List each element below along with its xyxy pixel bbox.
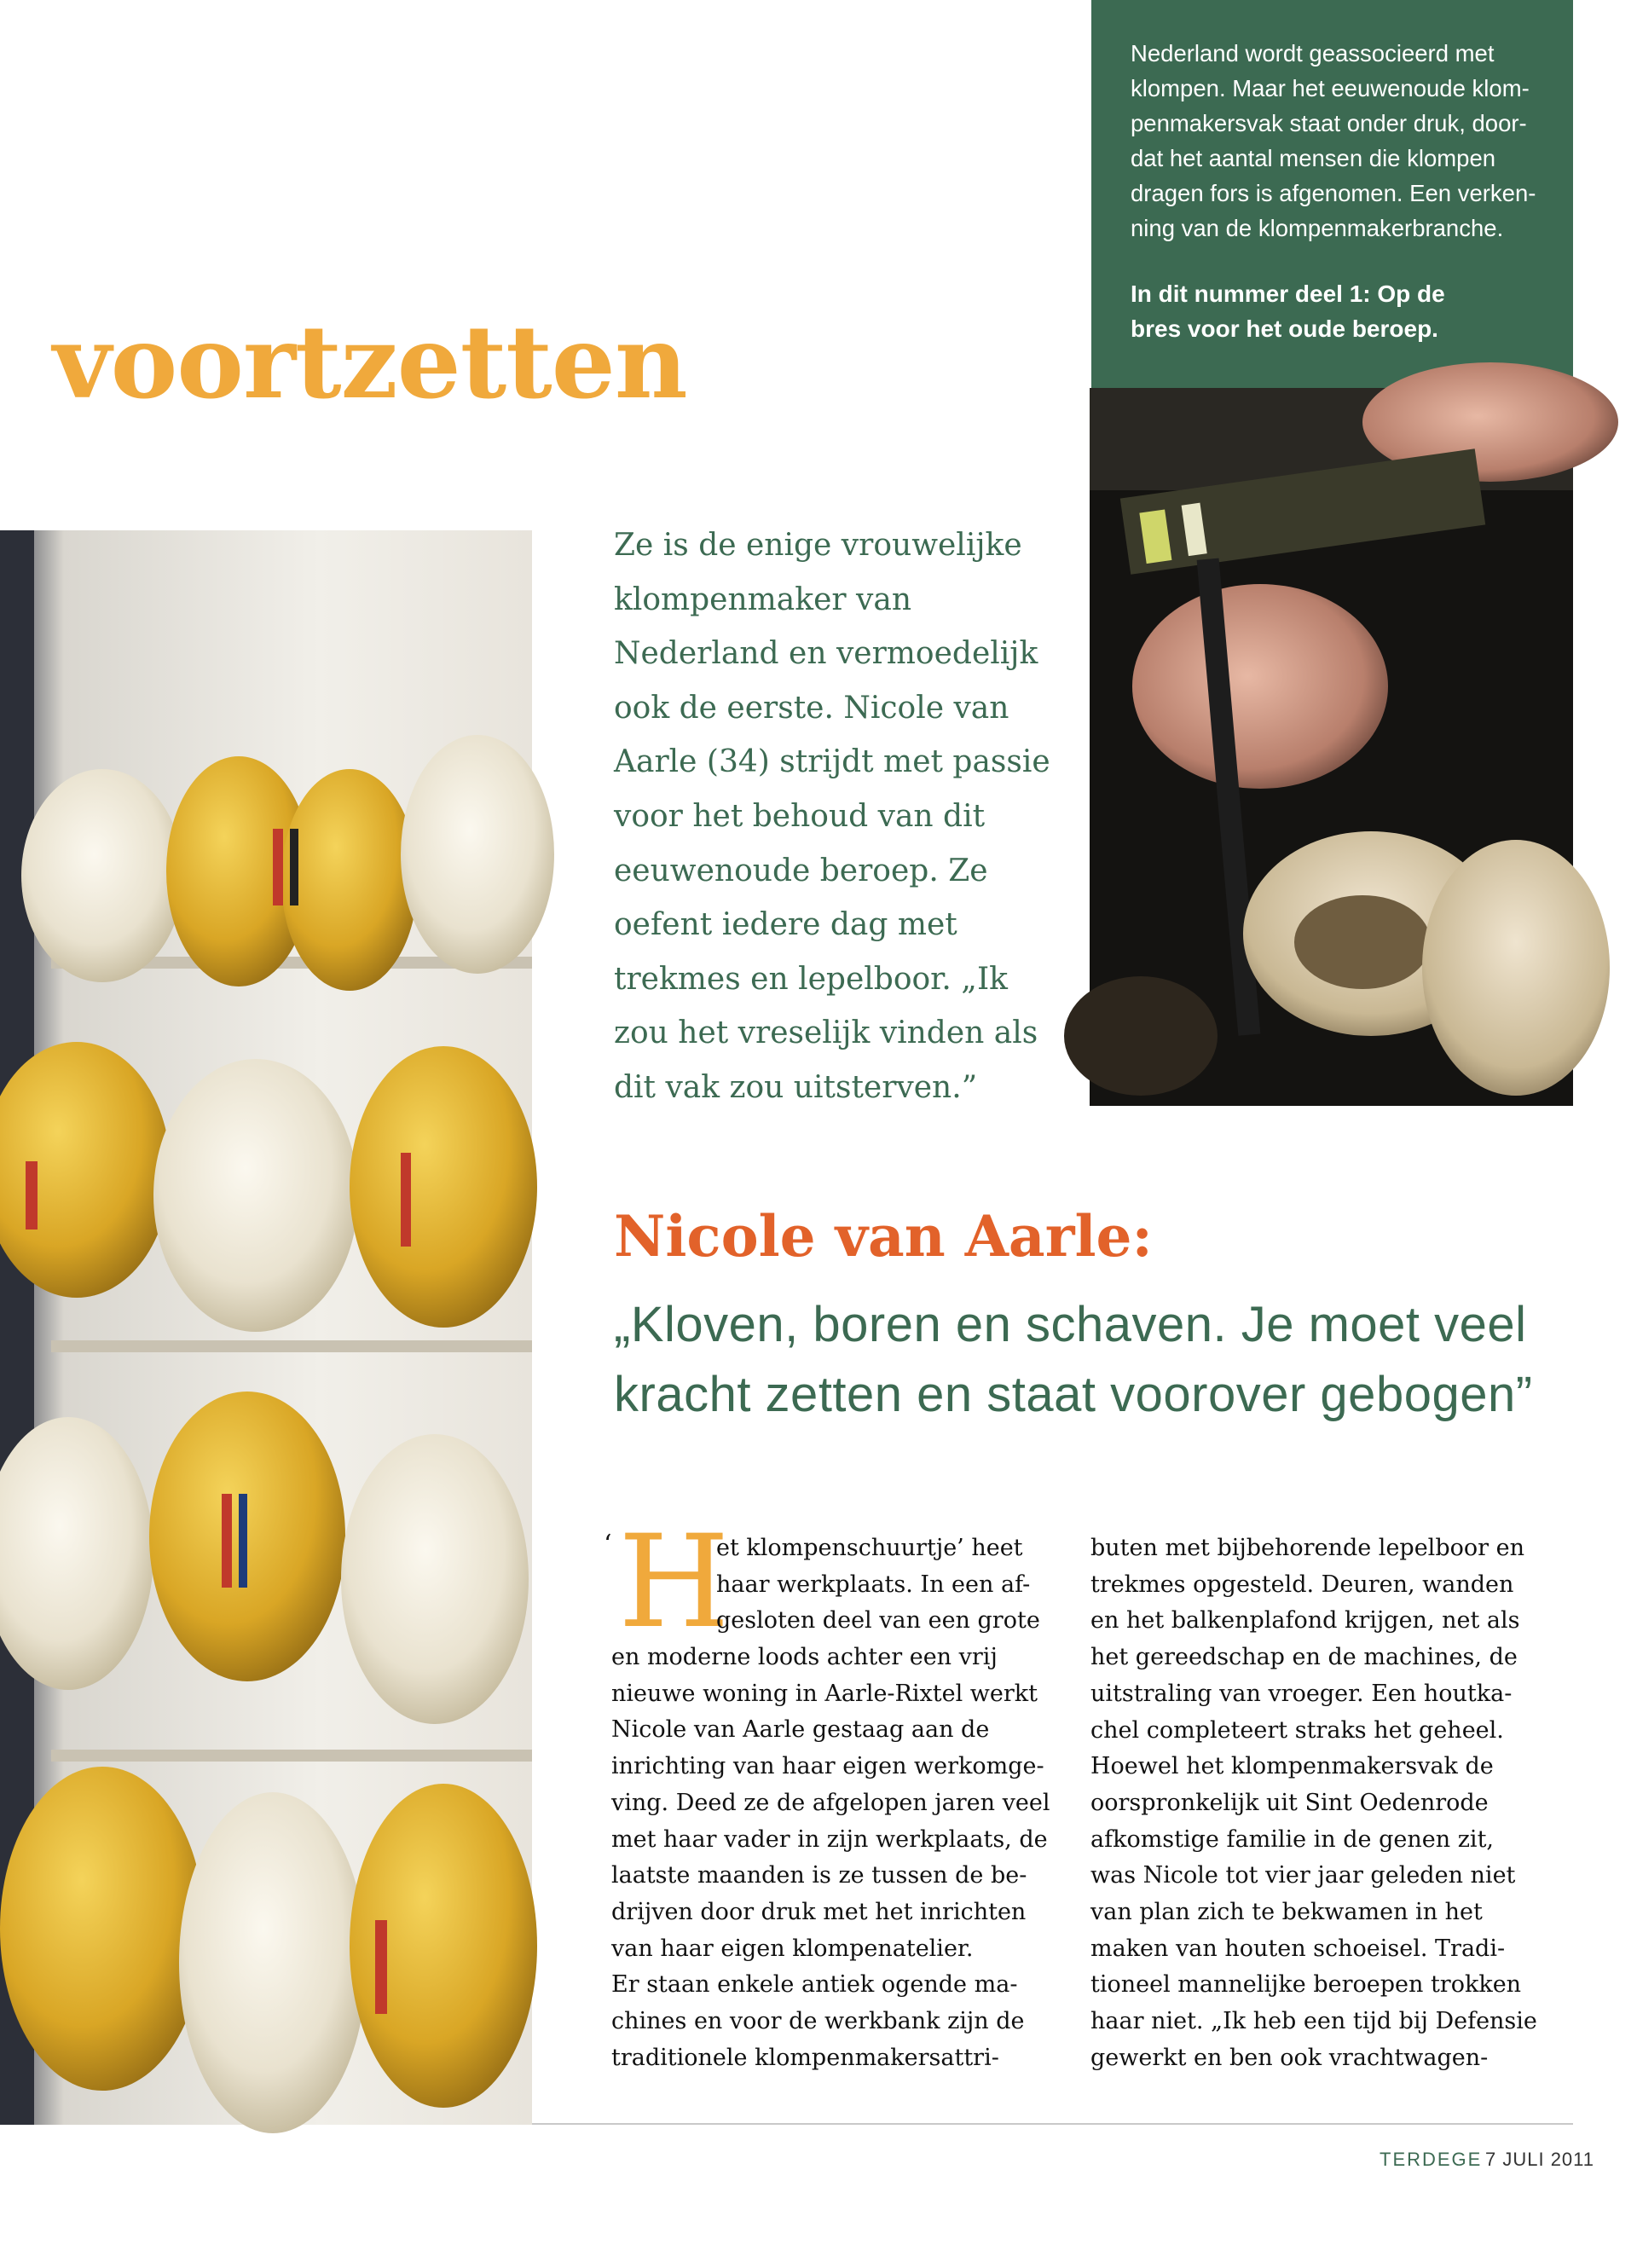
issue-date: 7 JULI 2011 — [1485, 2149, 1595, 2170]
lede-paragraph: Ze is de enige vrouwelijke klompenmaker van Nederland en vermoedelijk ook de eerste. Nicole van Aarle (34) strijdt met passie voor het behoud van dit eeuwenoude beroep. Ze oefent iedere dag met trekmes en lepelboor. „Ik zou het vreselijk vinden als dit vak zou uitsterven.” — [614, 528, 1050, 1105]
body-column-2: buten met bijbehorende lepelboor en trekmes opgesteld. Deuren, wanden en het balkenplafond krijgen, net als het gereedschap en de machines, de uitstraling van vroeger. Een houtka- chel completeert straks het geheel. Hoewel het klompenmakersvak de oorspronkelijk uit Sint Oedenrode afkomstige familie in de genen zit, was Nicole tot vier jaar geleden niet van plan zich te bekwamen in het maken van houten schoeisel. Tradi- tioneel mannelijke beroepen trokken haar niet. „Ik heb een tijd bij Defensie gewerkt en ben ook vrachtwagen- — [1090, 1535, 1537, 2071]
article-title: Nicole van Aarle: — [614, 1203, 1153, 1270]
pull-quote: „Kloven, boren en schaven. Je moet veel kracht zetten en staat voorover gebogen” — [614, 1297, 1533, 1422]
body-column-1 — [601, 1508, 1074, 2085]
intro-text: Nederland wordt geassocieerd met klompen. Maar het eeuwenoude klom- penmakersvak staat onder druk, door- dat het aantal mensen die klompen dragen fors is afgenomen. Een verken- ning van de klompenmakerbranche. — [1131, 40, 1536, 241]
open-quote-mark: ‘ — [604, 1530, 612, 1559]
intro-series-note: In dit nummer deel 1: Op de bres voor het oude beroep. — [1131, 281, 1445, 342]
craftsman-photo — [1090, 388, 1573, 1106]
body-text-intro: et klompenschuurtje’ heet haar werkplaats. In een af- gesloten deel van een grote — [716, 1535, 1040, 1634]
body-text: en moderne loods achter een vrij nieuwe woning in Aarle-Rixtel werkt Nicole van Aarle gestaag aan de inrichting van haar eigen werkomge- ving. Deed ze de afgelopen jaren veel met haar vader in zijn werkplaats, de laatste maanden is ze tussen de be- drijven door druk met het inrichten van haar eigen klompenatelier. Er staan enkele antiek ogende ma- chines en voor de werkbank zijn de traditionele klompenmakersattri- — [611, 1644, 1050, 2071]
drop-cap: H — [618, 1508, 730, 1657]
clogs-photo — [0, 530, 532, 2125]
headline-word: voortzetten — [53, 303, 687, 421]
intro-box — [1091, 0, 1573, 388]
footer-divider — [532, 2123, 1573, 2125]
magazine-name: TERDEGE — [1380, 2149, 1483, 2170]
